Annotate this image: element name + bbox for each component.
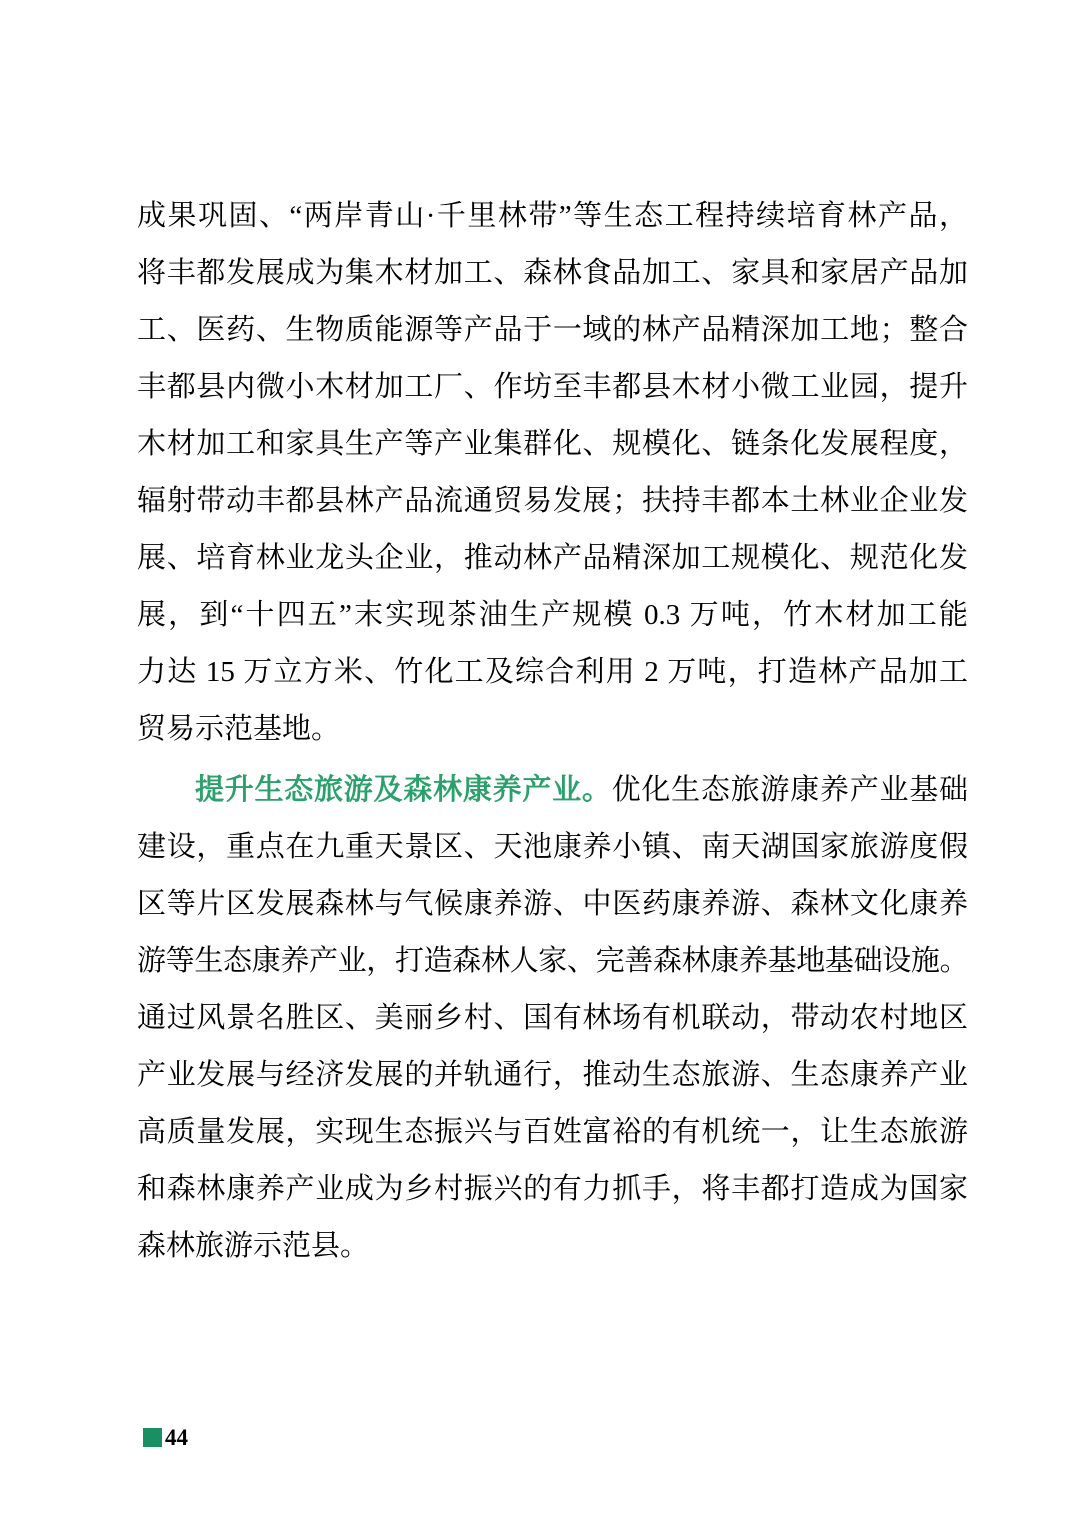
footer-square-icon — [143, 1428, 162, 1447]
page-footer — [143, 1425, 188, 1449]
text-line: 高质量发展，实现生态振兴与百姓富裕的有机统一，让生态旅游 — [137, 1116, 968, 1148]
text-line: 丰都县内微小木材加工厂、作坊至丰都县木材小微工业园，提升 — [137, 371, 968, 403]
text-line: 将丰都发展成为集木材加工、森林食品加工、家具和家居产品加 — [137, 257, 968, 289]
text-line: 展、培育林业龙头企业，推动林产品精深加工规模化、规范化发 — [137, 542, 968, 574]
text-line: 展，到“十四五”末实现茶油生产规模 0.3 万吨，竹木材加工能 — [137, 599, 968, 631]
document-body — [137, 188, 968, 1275]
paragraph-2 — [137, 762, 968, 1275]
heading-line-rest: 优化生态旅游康养产业基础 — [611, 774, 968, 806]
paragraph-1 — [137, 188, 968, 758]
text-line: 和森林康养产业成为乡村振兴的有力抓手，将丰都打造成为国家 — [137, 1173, 968, 1205]
text-line: 木材加工和家具生产等产业集群化、规模化、链条化发展程度， — [137, 428, 968, 460]
text-line: 工、医药、生物质能源等产品于一域的林产品精深加工地；整合 — [137, 314, 968, 346]
paragraph-run-in-heading: 提升生态旅游及森林康养产业。 — [195, 774, 612, 806]
text-line: 森林旅游示范县。 — [137, 1230, 370, 1262]
text-line: 游等生态康养产业，打造森林人家、完善森林康养基地基础设施。 — [137, 945, 968, 977]
text-line: 产业发展与经济发展的并轨通行，推动生态旅游、生态康养产业 — [137, 1059, 968, 1091]
text-line: 通过风景名胜区、美丽乡村、国有林场有机联动，带动农村地区 — [137, 1002, 968, 1034]
text-line: 区等片区发展森林与气候康养游、中医药康养游、森林文化康养 — [137, 888, 968, 920]
text-line: 贸易示范基地。 — [137, 713, 341, 745]
text-line: 辐射带动丰都县林产品流通贸易发展；扶持丰都本土林业企业发 — [137, 485, 968, 517]
text-line: 成果巩固、“两岸青山·千里林带”等生态工程持续培育林产品， — [137, 200, 968, 232]
text-line: 力达 15 万立方米、竹化工及综合利用 2 万吨，打造林产品加工 — [137, 656, 968, 688]
text-line — [137, 762, 968, 819]
page-number: 44 — [165, 1424, 188, 1450]
text-line: 建设，重点在九重天景区、天池康养小镇、南天湖国家旅游度假 — [137, 831, 968, 863]
